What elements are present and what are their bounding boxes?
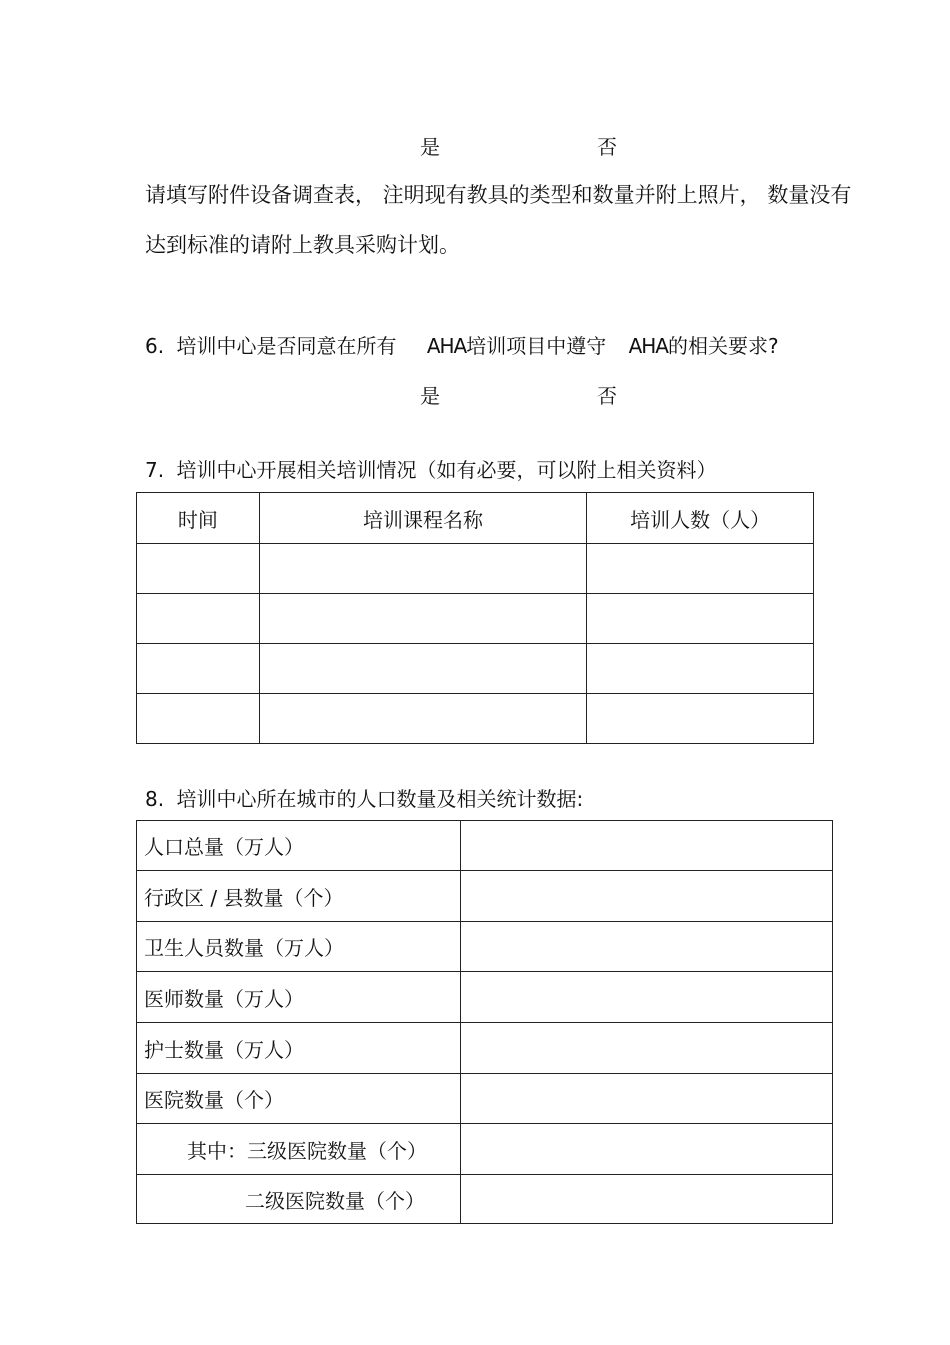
stat-label: 卫生人员数量（万人） xyxy=(137,922,461,972)
q5-option-yes[interactable]: 是 xyxy=(420,135,440,159)
time-cell[interactable] xyxy=(137,544,260,594)
training-table-header-row xyxy=(137,493,814,544)
stat-label: 人口总量（万人） xyxy=(137,821,461,871)
table-row xyxy=(137,871,833,922)
table-row xyxy=(137,922,833,972)
course-name-cell[interactable] xyxy=(259,694,586,744)
stat-value-cell[interactable] xyxy=(460,821,832,871)
q7-number: 7. xyxy=(145,458,165,482)
table-row xyxy=(137,644,814,694)
stat-label: 护士数量（万人） xyxy=(137,1023,461,1074)
q7-text: 培训中心开展相关培训情况（如有必要，可以附上相关资料） xyxy=(176,458,717,482)
stat-value-cell[interactable] xyxy=(460,1074,832,1124)
q6-option-no[interactable]: 否 xyxy=(597,384,617,408)
stat-value-cell[interactable] xyxy=(460,871,832,922)
trainee-count-cell[interactable] xyxy=(587,694,814,744)
q6-text-b: 培训项目中遵守 xyxy=(466,334,607,358)
table-row xyxy=(137,594,814,644)
table-row xyxy=(137,1074,833,1124)
time-cell[interactable] xyxy=(137,694,260,744)
stat-label: 医师数量（万人） xyxy=(137,972,461,1023)
q8-number: 8. xyxy=(145,787,165,811)
q7-question xyxy=(145,454,716,483)
stat-label: 二级医院数量（个） xyxy=(137,1175,461,1224)
time-cell[interactable] xyxy=(137,594,260,644)
stat-value-cell[interactable] xyxy=(460,972,832,1023)
stat-value-cell[interactable] xyxy=(460,1023,832,1074)
table-row xyxy=(137,1175,833,1224)
stat-label: 医院数量（个） xyxy=(137,1074,461,1124)
table-row xyxy=(137,694,814,744)
header-trainee-count: 培训人数（人） xyxy=(587,493,814,544)
table-row xyxy=(137,544,814,594)
table-row xyxy=(137,972,833,1023)
time-cell[interactable] xyxy=(137,644,260,694)
training-table xyxy=(136,492,814,744)
stat-label: 其中：三级医院数量（个） xyxy=(137,1124,461,1175)
q5-note-line-1: 请填写附件设备调查表， 注明现有教具的类型和数量并附上照片， 数量没有 xyxy=(145,183,852,207)
header-course-name: 培训课程名称 xyxy=(259,493,586,544)
stat-value-cell[interactable] xyxy=(460,922,832,972)
header-time: 时间 xyxy=(137,493,260,544)
q6-aha-1: AHA xyxy=(426,334,467,358)
q5-option-no[interactable]: 否 xyxy=(597,135,617,159)
q8-text: 培训中心所在城市的人口数量及相关统计数据: xyxy=(176,787,584,811)
trainee-count-cell[interactable] xyxy=(587,544,814,594)
q6-text-c: 的相关要求? xyxy=(667,334,779,358)
table-row xyxy=(137,1124,833,1175)
stat-value-cell[interactable] xyxy=(460,1124,832,1175)
trainee-count-cell[interactable] xyxy=(587,594,814,644)
q6-question xyxy=(145,330,779,359)
q6-option-yes[interactable]: 是 xyxy=(420,384,440,408)
stat-value-cell[interactable] xyxy=(460,1175,832,1224)
stat-label: 行政区 / 县数量（个） xyxy=(137,871,461,922)
q5-note-line-2: 达到标准的请附上教具采购计划。 xyxy=(145,233,460,257)
trainee-count-cell[interactable] xyxy=(587,644,814,694)
city-stats-table xyxy=(136,820,833,1224)
table-row xyxy=(137,1023,833,1074)
q6-aha-2: AHA xyxy=(628,334,668,358)
course-name-cell[interactable] xyxy=(259,594,586,644)
q6-number: 6. xyxy=(145,334,165,358)
course-name-cell[interactable] xyxy=(259,544,586,594)
q6-text-a: 培训中心是否同意在所有 xyxy=(176,334,397,358)
q8-question xyxy=(145,783,583,812)
table-row xyxy=(137,821,833,871)
course-name-cell[interactable] xyxy=(259,644,586,694)
